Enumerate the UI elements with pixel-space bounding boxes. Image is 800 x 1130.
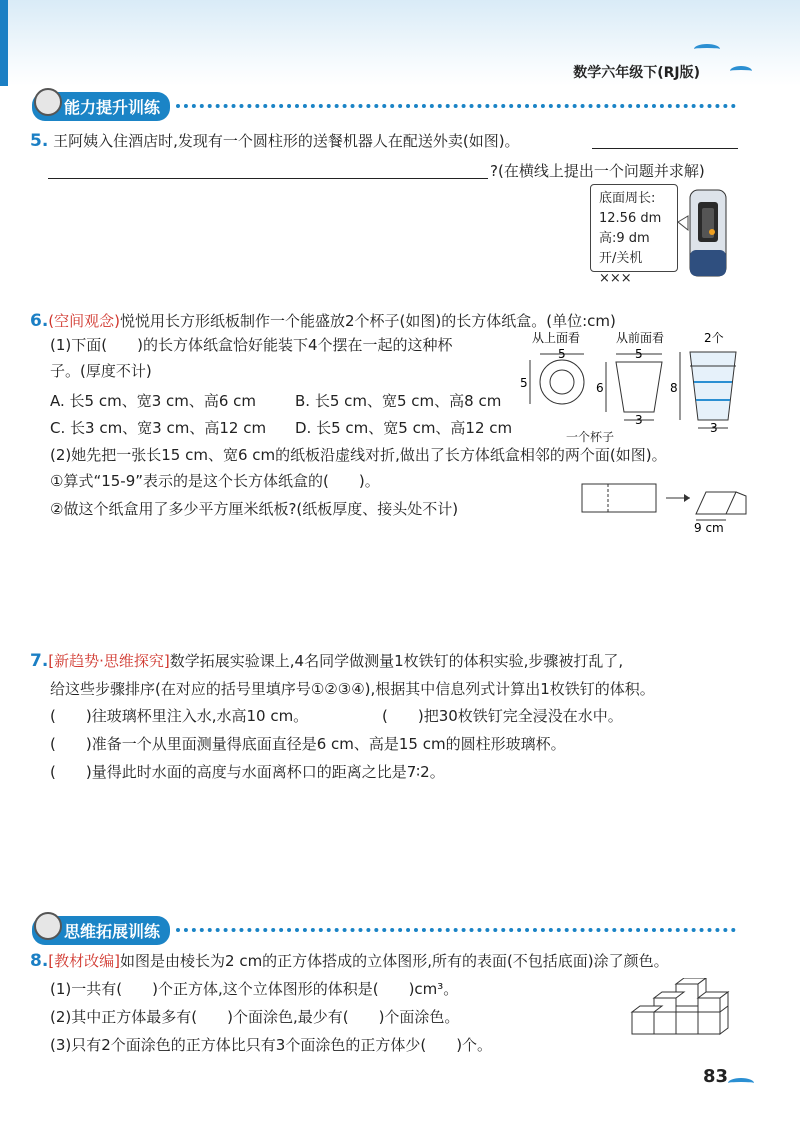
book-title: 数学六年级下(RJ版) (573, 65, 700, 81)
answer-blank[interactable] (592, 133, 738, 149)
q7-line1: 7.[新趋势·思维探究]数学拓展实验课上,4名同学做测量1枚铁钉的体积实验,步骤被打乱了, (30, 651, 624, 671)
svg-text:3: 3 (635, 413, 643, 427)
wave-icon (730, 66, 752, 76)
two-cups-label: 2个 (704, 331, 724, 345)
q6-p2b: ②做这个纸盒用了多少平方厘米纸板?(纸板厚度、接头处不计) (50, 500, 459, 518)
q6-option-b: B. 长5 cm、宽5 cm、高8 cm (295, 392, 502, 410)
q6-p1a: (1)下面( )的长方体纸盒恰好能装下4个摆在一起的这种杯 (50, 336, 453, 354)
cube-figure (630, 978, 750, 1048)
q8-line1: 8.[教材改编]如图是由棱长为2 cm的正方体搭成的立体图形,所有的表面(不包括底面)涂了颜色。 (30, 951, 669, 971)
section-banner-thinking (32, 916, 736, 944)
svg-text:6: 6 (596, 381, 604, 395)
q7-step[interactable]: ( )准备一个从里面测量得底面直径是6 cm、高是15 cm的圆柱形玻璃杯。 (50, 735, 566, 753)
svg-text:5: 5 (558, 347, 566, 361)
q8-p1: (1)一共有( )个正方体,这个立体图形的体积是( )cm³。 (50, 980, 459, 998)
wave-icon (728, 1078, 754, 1088)
front-view-label: 从前面看 (616, 331, 665, 345)
q8-p2: (2)其中正方体最多有( )个面涂色,最少有( )个面涂色。 (50, 1008, 460, 1026)
q7-line2: 给这些步骤排序(在对应的括号里填序号①②③④),根据其中信息列式计算出1枚铁钉的体积。 (50, 680, 655, 698)
cup-figure (518, 330, 758, 442)
svg-text:3: 3 (710, 421, 718, 435)
length-label: 9 cm (694, 521, 724, 534)
q6-p1b: 子。(厚度不计) (50, 362, 152, 380)
svg-text:5: 5 (635, 347, 643, 361)
q6-p2a: ①算式“15-9”表示的是这个长方体纸盒的( )。 (50, 472, 380, 490)
answer-blank[interactable] (48, 163, 488, 179)
robot-image (672, 184, 742, 284)
q7-step[interactable]: ( )往玻璃杯里注入水,水高10 cm。 (50, 707, 309, 725)
svg-text:5: 5 (520, 376, 528, 390)
dotted-rule (176, 104, 736, 108)
q6-option-a: A. 长5 cm、宽3 cm、高6 cm (50, 392, 257, 410)
dotted-rule (176, 928, 736, 932)
section-title: 能力提升训练 (32, 92, 170, 121)
folding-figure (578, 474, 758, 534)
q5-line2: ?(在横线上提出一个问题并求解) (490, 162, 705, 180)
svg-text:8: 8 (670, 381, 678, 395)
one-cup-label: 一个杯子 (566, 430, 615, 444)
left-color-bar (0, 0, 8, 86)
robot-info-box: 底面周长: 12.56 dm 高:9 dm 开/关机××× (590, 184, 678, 272)
q5-line1: 5. 王阿姨入住酒店时,发现有一个圆柱形的送餐机器人在配送外卖(如图)。 (30, 131, 520, 151)
section-title: 思维拓展训练 (32, 916, 170, 945)
page-number: 83 (702, 1066, 728, 1087)
q6-option-d: D. 长5 cm、宽5 cm、高12 cm (295, 419, 513, 437)
q6-line1: 6.(空间观念)悦悦用长方形纸板制作一个能盛放2个杯子(如图)的长方体纸盒。(单位:cm) (30, 311, 616, 331)
mascot-icon (34, 912, 62, 940)
q6-option-c: C. 长3 cm、宽3 cm、高12 cm (50, 419, 267, 437)
mascot-icon (34, 88, 62, 116)
q6-p2: (2)她先把一张长15 cm、宽6 cm的纸板沿虚线对折,做出了长方体纸盒相邻的两个面(如图)。 (50, 446, 667, 464)
q7-step[interactable]: ( )量得此时水面的高度与水面离杯口的距离之比是7∶2。 (50, 763, 445, 781)
q7-step[interactable]: ( )把30枚铁钉完全浸没在水中。 (382, 707, 623, 725)
q8-p3: (3)只有2个面涂色的正方体比只有3个面涂色的正方体少( )个。 (50, 1036, 493, 1054)
top-view-label: 从上面看 (532, 331, 581, 345)
section-banner-ability (32, 92, 736, 120)
wave-icon (694, 44, 720, 54)
